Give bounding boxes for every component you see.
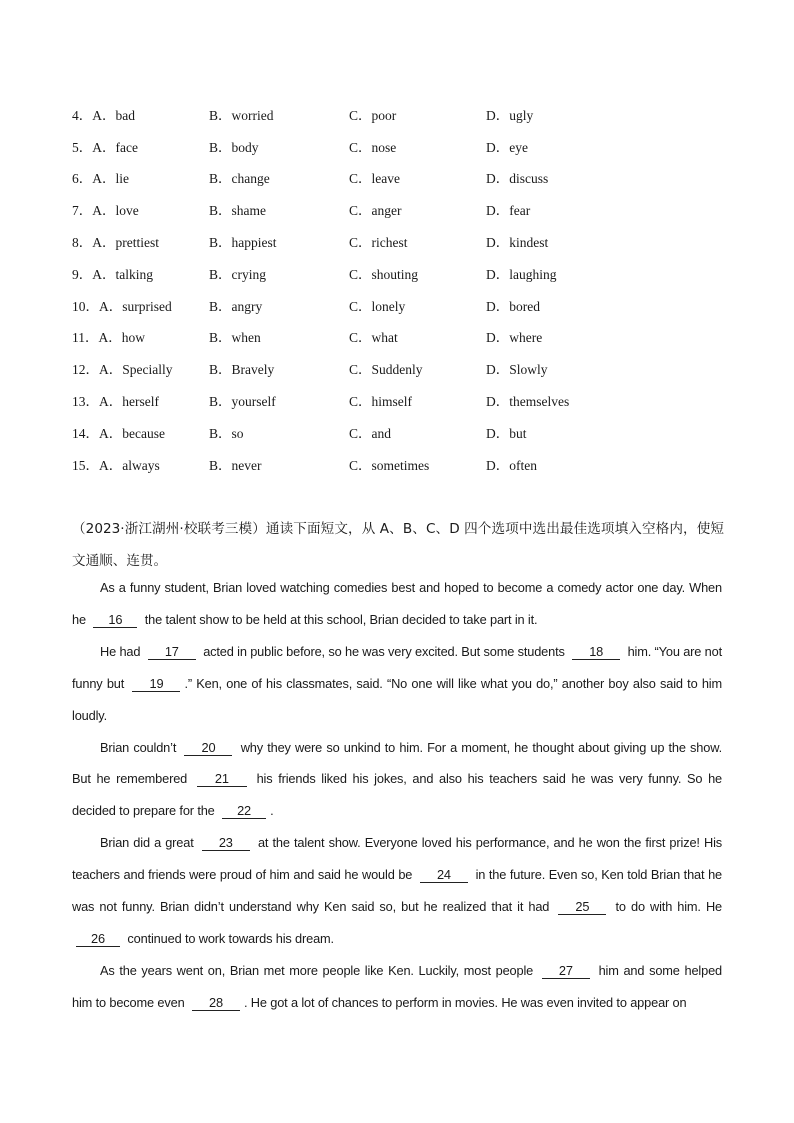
option-row [72, 352, 732, 384]
text: the talent show to be held at this school, Brian decided to take part in it. [144, 611, 538, 627]
text: Brian did a great [100, 835, 194, 851]
option-a[interactable] [72, 104, 135, 124]
option-a-label: A．talking [92, 266, 153, 282]
option-c[interactable]: C．and [349, 425, 391, 441]
option-b[interactable]: B．worried [209, 107, 274, 123]
option-a[interactable] [72, 295, 172, 315]
text: acted in public before, so he was very excited. But some students [203, 643, 565, 659]
option-row [72, 448, 732, 480]
option-c[interactable]: C．himself [349, 394, 412, 410]
blank-19[interactable]: 19 [132, 677, 180, 692]
option-a-label: A．bad [92, 107, 135, 123]
option-d[interactable]: D．themselves [486, 394, 570, 410]
text: in the future. Even so, Ken told Brian that he was not funny. Brian didn’t understand why Ken said so, but he realized that it had [72, 867, 723, 915]
option-b[interactable]: B．change [209, 171, 270, 187]
option-a-label: A．Specially [99, 362, 173, 378]
text: him. “You are not funny but [72, 643, 722, 691]
option-c[interactable]: C．leave [349, 171, 400, 187]
option-a[interactable] [72, 136, 138, 156]
option-c[interactable]: C．sometimes [349, 457, 430, 473]
option-a-label: A．how [98, 330, 145, 346]
option-b[interactable]: B．Bravely [209, 362, 275, 378]
paragraph-5 [72, 955, 722, 1019]
option-b[interactable]: B．happiest [209, 235, 277, 251]
question-number: 10． [72, 298, 99, 314]
option-c[interactable]: C．what [349, 330, 398, 346]
option-a-label: A．always [99, 457, 160, 473]
option-c[interactable]: C．anger [349, 203, 402, 219]
option-row [72, 289, 732, 321]
blank-18[interactable]: 18 [572, 645, 620, 660]
option-row [72, 98, 732, 130]
option-a[interactable] [72, 263, 153, 283]
option-row [72, 257, 732, 289]
text: . He got a lot of chances to perform in movies. He was even invited to appear on [243, 994, 687, 1010]
option-a[interactable] [72, 167, 129, 187]
option-c[interactable]: C．lonely [349, 298, 406, 314]
blank-27[interactable]: 27 [542, 964, 590, 979]
text: at the talent show. Everyone loved his performance, and he won the first prize! His teachers and friends were proud of him and said he would be [72, 835, 723, 883]
option-c[interactable]: C．poor [349, 107, 397, 123]
text: his friends liked his jokes, and also his teachers said he was very funny. So he decided to prepare for the [72, 771, 723, 819]
option-b[interactable]: B．so [209, 425, 244, 441]
blank-20[interactable]: 20 [184, 741, 232, 756]
option-b[interactable]: B．when [209, 330, 261, 346]
option-c[interactable]: C．shouting [349, 266, 419, 282]
option-b[interactable]: B．never [209, 457, 262, 473]
option-a-label: A．face [92, 139, 138, 155]
option-c[interactable]: C．richest [349, 235, 408, 251]
question-number: 4． [72, 107, 93, 123]
option-a[interactable] [72, 390, 159, 410]
blank-26[interactable]: 26 [76, 932, 120, 947]
option-d[interactable]: D．kindest [486, 235, 549, 251]
option-b[interactable]: B．body [209, 139, 259, 155]
option-d[interactable]: D．bored [486, 298, 540, 314]
option-a-label: A．herself [99, 394, 159, 410]
option-a[interactable] [72, 231, 159, 251]
option-row [72, 225, 732, 257]
option-c[interactable]: C．nose [349, 139, 397, 155]
option-d[interactable]: D．Slowly [486, 362, 548, 378]
option-a-label: A．because [99, 425, 165, 441]
option-c[interactable]: C．Suddenly [349, 362, 423, 378]
blank-22[interactable]: 22 [222, 804, 266, 819]
option-a-label: A．surprised [99, 298, 172, 314]
option-d[interactable]: D．often [486, 457, 537, 473]
options-list [72, 98, 732, 480]
option-d[interactable]: D．but [486, 425, 527, 441]
text: He had [100, 643, 141, 659]
question-number: 13． [72, 394, 99, 410]
option-b[interactable]: B．yourself [209, 394, 276, 410]
option-d[interactable]: D．eye [486, 139, 528, 155]
question-number: 6． [72, 171, 93, 187]
question-number: 12． [72, 362, 99, 378]
option-b[interactable]: B．crying [209, 266, 266, 282]
text: Brian couldn’t [100, 739, 177, 755]
option-a[interactable] [72, 422, 165, 442]
option-d[interactable]: D．fear [486, 203, 531, 219]
blank-17[interactable]: 17 [148, 645, 196, 660]
question-number: 7． [72, 203, 93, 219]
option-row [72, 321, 732, 353]
option-a-label: A．prettiest [92, 235, 159, 251]
option-a-label: A．love [92, 203, 139, 219]
option-d[interactable]: D．laughing [486, 266, 557, 282]
text: As the years went on, Brian met more people like Ken. Luckily, most people [100, 962, 534, 978]
question-number: 14． [72, 425, 99, 441]
option-a-label: A．lie [92, 171, 129, 187]
paragraph-2 [72, 636, 722, 732]
option-row [72, 193, 732, 225]
option-a[interactable] [72, 454, 160, 474]
blank-21[interactable]: 21 [197, 772, 247, 787]
option-row [72, 416, 732, 448]
question-number: 9． [72, 266, 93, 282]
question-number: 15． [72, 457, 99, 473]
option-d[interactable]: D．where [486, 330, 543, 346]
question-number: 5． [72, 139, 93, 155]
text: .” Ken, one of his classmates, said. “No one will like what you do,” another boy also said to him loudly. [72, 675, 722, 723]
question-number: 8． [72, 235, 93, 251]
blank-16[interactable]: 16 [93, 613, 137, 628]
blank-25[interactable]: 25 [558, 900, 606, 915]
text: to do with him. He [615, 899, 723, 915]
option-b[interactable]: B．shame [209, 203, 266, 219]
paragraph-1 [72, 572, 722, 636]
blank-24[interactable]: 24 [420, 868, 468, 883]
option-row [72, 130, 732, 162]
blank-23[interactable]: 23 [202, 836, 250, 851]
option-a[interactable] [72, 358, 173, 378]
text: As a funny student, Brian loved watching comedies best and hoped to become a comedy actor one day. When he [72, 580, 722, 627]
text: continued to work towards his dream. [127, 930, 334, 946]
paragraph-4 [72, 827, 722, 955]
text: him and some helped him to become even [72, 962, 723, 1010]
option-a[interactable] [72, 199, 139, 219]
reading-passage [72, 572, 722, 1019]
option-row [72, 162, 732, 194]
text: . [270, 803, 274, 819]
option-row [72, 384, 732, 416]
question-number: 11． [72, 330, 99, 346]
option-b[interactable]: B．angry [209, 298, 263, 314]
blank-28[interactable]: 28 [192, 996, 240, 1011]
paragraph-3 [72, 732, 722, 828]
text: why they were so unkind to him. For a moment, he thought about giving up the show. But he remembered [72, 739, 723, 787]
section-heading: （2023·浙江湖州·校联考三模）通读下面短文，从 A、B、C、D 四个选项中选出最佳选项填入空格内，使短文通顺、连贯。 [72, 521, 724, 569]
option-a[interactable] [72, 326, 145, 346]
option-d[interactable]: D．ugly [486, 107, 534, 123]
option-d[interactable]: D．discuss [486, 171, 549, 187]
